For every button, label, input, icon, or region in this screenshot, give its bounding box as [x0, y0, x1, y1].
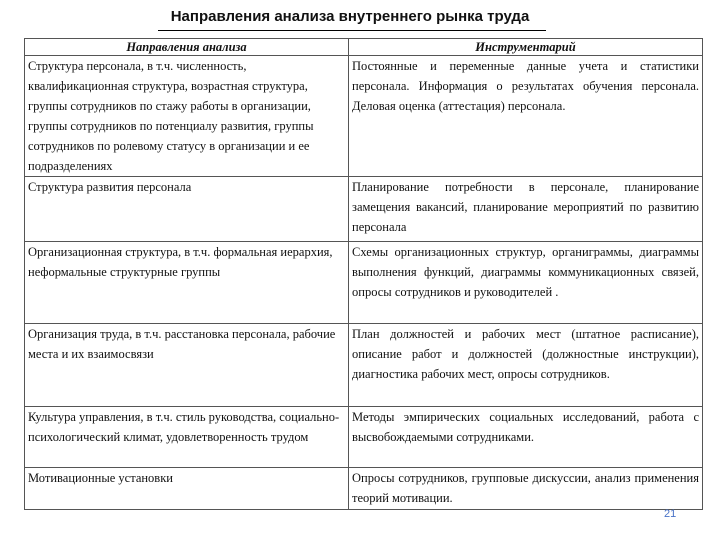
direction-cell: Организация труда, в т.ч. расстановка персонала, рабочие места и их взаимосвязи — [25, 324, 349, 407]
table-row — [25, 468, 703, 510]
table-row — [25, 407, 703, 468]
table-header-row — [25, 39, 703, 56]
header-directions: Направления анализа — [25, 39, 349, 56]
tools-cell: Планирование потребности в персонале, планирование замещения вакансий, планирование мероприятий по развитию персонала — [349, 177, 703, 242]
tools-cell: Схемы организационных структур, органиграммы, диаграммы выполнения функций, диаграммы коммуникационных связей, опросы сотрудников и руководителей . — [349, 242, 703, 324]
analysis-table — [24, 38, 703, 510]
tools-cell: Постоянные и переменные данные учета и статистики персонала. Информация о результатах обучения персонала. Деловая оценка (аттестация) персонала. — [349, 56, 703, 177]
tools-cell: Методы эмпирических социальных исследований, работа с высвобождаемыми сотрудниками. — [349, 407, 703, 468]
header-tools: Инструментарий — [349, 39, 703, 56]
page-number: 21 — [664, 508, 677, 520]
table-row — [25, 324, 703, 407]
tools-cell: Опросы сотрудников, групповые дискуссии, анализ применения теорий мотивации. — [349, 468, 703, 510]
table-row — [25, 56, 703, 177]
table-row — [25, 242, 703, 324]
tools-cell: План должностей и рабочих мест (штатное расписание), описание работ и должностей (должностные инструкции), диагностика рабочих мест, опросы сотрудников. — [349, 324, 703, 407]
direction-cell: Культура управления, в т.ч. стиль руководства, социально-психологический климат, удовлетворенность трудом — [25, 407, 349, 468]
table-row — [25, 177, 703, 242]
title-underline — [158, 30, 546, 31]
direction-cell: Мотивационные установки — [25, 468, 349, 510]
direction-cell: Организационная структура, в т.ч. формальная иерархия, неформальные структурные группы — [25, 242, 349, 324]
direction-cell: Структура персонала, в т.ч. численность, квалификационная структура, возрастная структура, группы сотрудников по стажу работы в организации, группы сотрудников по потенциалу развития, группы сотрудников по ролевому статусу в организации и ее подразделениях — [25, 56, 349, 177]
direction-cell: Структура развития персонала — [25, 177, 349, 242]
page-title: Направления анализа внутреннего рынка труда — [170, 8, 530, 25]
